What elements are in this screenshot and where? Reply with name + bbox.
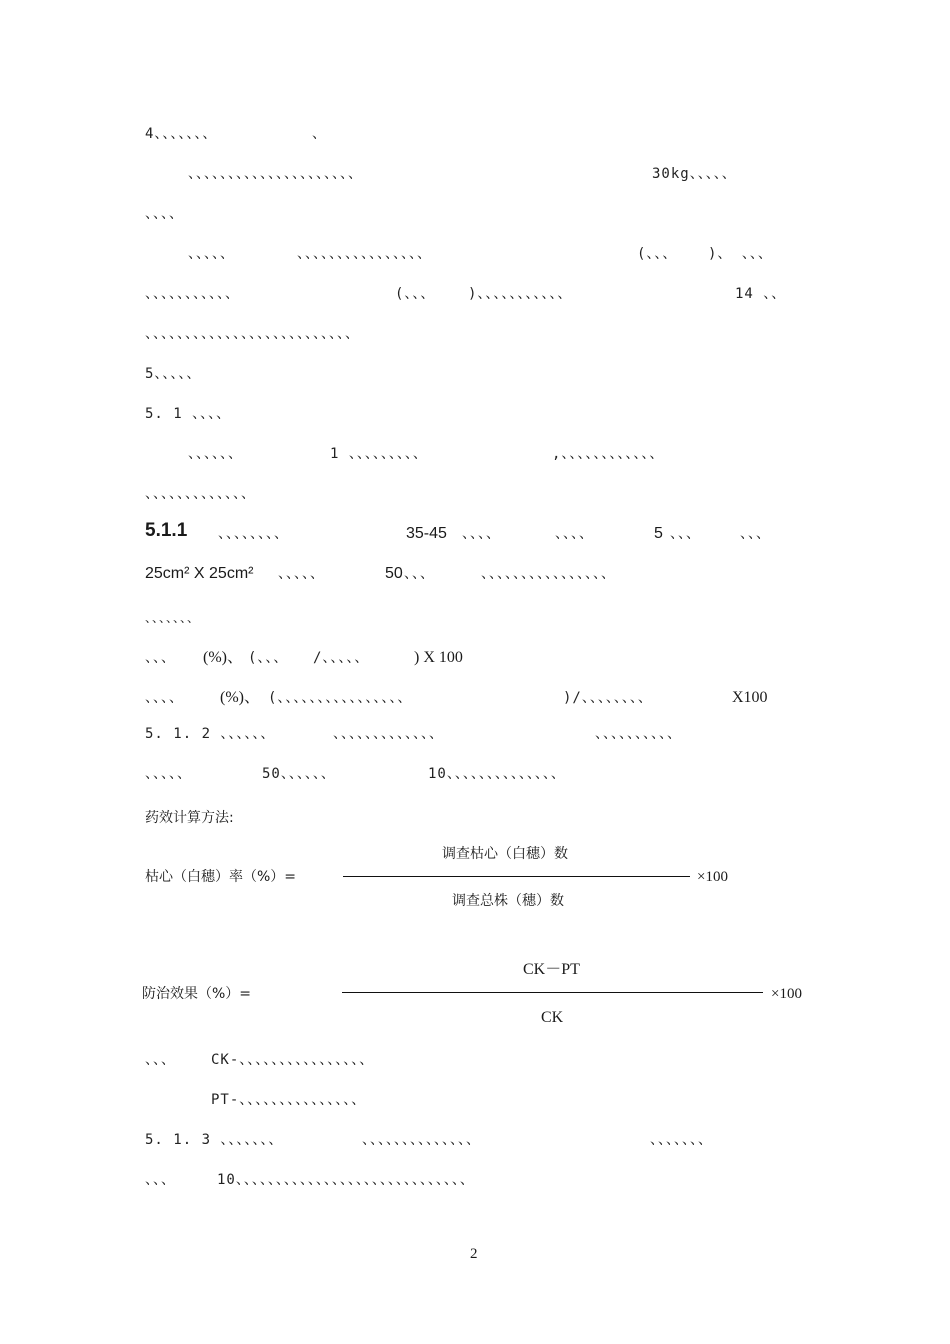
note-label: 、、、: [145, 1052, 176, 1068]
para-7-part-d: 、、、: [404, 566, 435, 582]
section-5-1-1-part-g: 、、、: [740, 526, 771, 542]
para-7-part-b: 、、、、、: [278, 566, 325, 582]
formula-1-part-c: (、、、: [248, 650, 289, 666]
section-5-1-1-part-d: 、、、、: [555, 526, 594, 542]
section-4-heading: 4、、、、、、、: [145, 126, 218, 142]
section-5-1-heading: 5. 1 、、、、: [145, 406, 232, 422]
formula-1-part-a: 、、、: [145, 650, 176, 666]
note-pt: PT-、、、、、、、、、、、、、、、: [211, 1092, 367, 1108]
para-4: 、、、、、、、、、、、、、、、、、、、、、、、、、、: [145, 326, 360, 342]
section-5-1-2-part-b: 、、、、、、、、、、、、、: [333, 726, 444, 742]
fraction-2-multiplier: ×100: [771, 986, 802, 1002]
para-10-part-b: 10、、、、、、、、、、、、、、、、、、、、、、、、、、、、、: [217, 1172, 475, 1188]
method-label: 药效计算方法:: [145, 810, 234, 826]
section-5-1-2-part-c: 、、、、、、、、、、: [595, 726, 682, 742]
formula-1-part-e: ) X 100: [414, 649, 463, 666]
para-3-part-b: (、、、: [395, 286, 436, 302]
para-3-part-c: )、、、、、、、、、、、: [468, 286, 573, 302]
fraction-2-label: 防治效果（%）=: [142, 986, 252, 1002]
para-2-part-b: 、、、、、、、、、、、、、、、、: [297, 246, 432, 262]
para-1-part-a: 、、、、、、、、、、、、、、、、、、、、、: [188, 166, 363, 182]
para-2-part-a: 、、、、、: [188, 246, 235, 262]
fraction-2-denominator: CK: [541, 1009, 564, 1026]
para-2-part-d: )、 、、、: [708, 246, 773, 262]
fraction-1-multiplier: ×100: [697, 869, 728, 885]
section-5-1-2-part-a: 5. 1. 2 、、、、、、: [145, 726, 276, 742]
section-5-1-1-part-a: 、、、、、、、、: [218, 526, 289, 542]
para-7-part-a: 25cm² X 25cm²: [145, 565, 254, 582]
section-5-1-1-part-b: 35-45: [406, 525, 447, 542]
para-9-part-b: 50、、、、、、: [262, 766, 336, 782]
para-10-part-a: 、、、: [145, 1172, 176, 1188]
fraction-2-numerator: CK－PT: [523, 961, 580, 978]
para-1-part-c: 、、、、: [145, 206, 184, 222]
formula-2-part-d: )/、、、、、、、、: [563, 690, 653, 706]
section-5-1-1-part-f: 、、、: [670, 526, 701, 542]
formula-2-part-c: (、、、、、、、、、、、、、、、、: [268, 690, 413, 706]
para-5-part-b: 1 、、、、、、、、、: [330, 446, 428, 462]
para-8: 、、、、、、、: [145, 611, 201, 625]
formula-1-part-d: /、、、、、: [313, 650, 370, 666]
fraction-1-label: 枯心（白穗）率（%）=: [145, 869, 297, 885]
section-5-1-3-part-b: 、、、、、、、、、、、、、、: [362, 1132, 481, 1148]
para-3-part-d: 14 、、: [735, 286, 787, 302]
section-5-heading: 5、、、、、: [145, 366, 202, 382]
fraction-1-bar: [343, 876, 690, 877]
para-9-part-a: 、、、、、: [145, 766, 192, 782]
para-2-part-c: (、、、: [637, 246, 678, 262]
para-3-part-a: 、、、、、、、、、、、: [145, 286, 240, 302]
formula-2-part-b: (%)、: [220, 689, 260, 706]
fraction-1-denominator: 调查总株（穗）数: [452, 893, 564, 909]
section-5-1-3-part-c: 、、、、、、、: [650, 1132, 713, 1148]
formula-2-part-a: 、、、、: [145, 690, 184, 706]
page-number: 2: [470, 1246, 478, 1262]
para-7-part-e: 、、、、、、、、、、、、、、、、: [481, 566, 616, 582]
formula-1-part-b: (%)、: [203, 649, 243, 666]
fraction-1-numerator: 调查枯心（白穗）数: [442, 846, 568, 862]
section-5-1-1-part-c: 、、、、: [462, 526, 501, 542]
formula-2-part-e: X100: [732, 689, 768, 706]
para-6: 、、、、、、、、、、、、、: [145, 486, 256, 502]
section-4-heading-tail: 、: [312, 126, 327, 142]
section-5-1-3-part-a: 5. 1. 3 、、、、、、、: [145, 1132, 284, 1148]
para-7-part-c: 50: [385, 565, 403, 582]
para-5-part-a: 、、、、、、: [188, 446, 243, 462]
fraction-2-bar: [342, 992, 763, 993]
note-ck: CK-、、、、、、、、、、、、、、、、: [211, 1052, 375, 1068]
para-1-part-b: 30kg、、、、、: [652, 166, 737, 182]
section-5-1-1-part-e: 5: [654, 525, 663, 542]
para-5-part-c: ,、、、、、、、、、、、、: [552, 446, 665, 462]
para-9-part-c: 10、、、、、、、、、、、、、、: [428, 766, 566, 782]
section-5-1-1-number: 5.1.1: [145, 520, 188, 541]
